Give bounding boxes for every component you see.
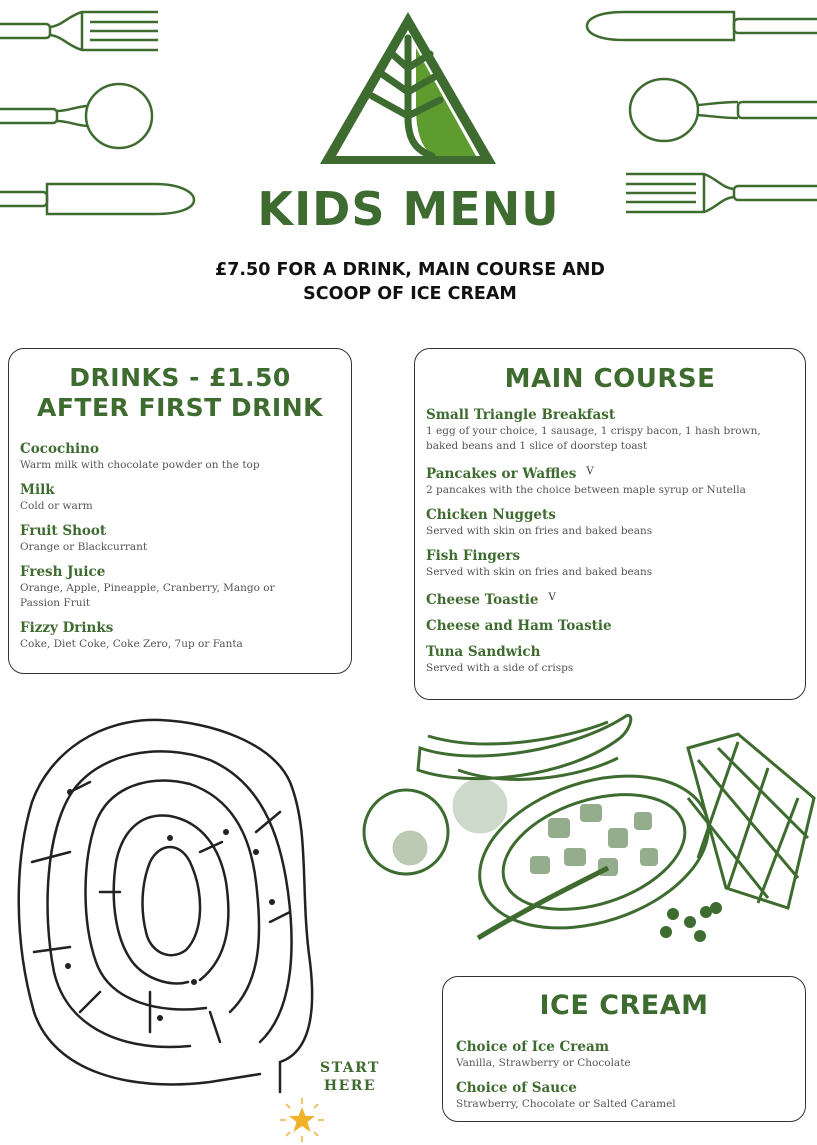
- drink-name: Cocochino: [20, 441, 99, 457]
- main-course-title: MAIN COURSE: [504, 364, 716, 394]
- main-item: [426, 548, 794, 580]
- drink-desc: Orange, Apple, Pineapple, Cranberry, Mango or Passion Fruit: [20, 582, 275, 609]
- ice-cream-section: [442, 976, 806, 1122]
- main-name: Pancakes or Waffles: [426, 466, 577, 482]
- main-desc: 2 pancakes with the choice between maple syrup or Nutella: [426, 484, 746, 496]
- ice-cream-desc: Strawberry, Chocolate or Salted Caramel: [456, 1098, 676, 1110]
- drink-item: [20, 620, 340, 652]
- spoon-icon-right: [626, 74, 817, 146]
- main-item: [426, 618, 794, 635]
- ice-cream-name: Choice of Ice Cream: [456, 1039, 610, 1055]
- main-name: Tuna Sandwich: [426, 644, 541, 660]
- here-text: HERE: [323, 1078, 377, 1094]
- maze-start-label: [312, 1059, 388, 1095]
- main-desc: Served with skin on fries and baked beans: [426, 525, 653, 537]
- main-item: [426, 644, 794, 676]
- drink-name: Fruit Shoot: [20, 523, 107, 539]
- main-name: Chicken Nuggets: [426, 507, 556, 523]
- spoon-icon-left: [0, 80, 160, 152]
- ice-cream-item: [456, 1039, 792, 1071]
- main-item: [426, 507, 794, 539]
- triangle-tree-logo: [316, 8, 500, 168]
- ice-cream-desc: Vanilla, Strawberry or Chocolate: [456, 1057, 631, 1069]
- drinks-section: [8, 348, 352, 674]
- main-name: Fish Fingers: [426, 548, 521, 564]
- vegetarian-badge: V: [586, 466, 594, 477]
- drink-desc: Cold or warm: [20, 500, 93, 512]
- drink-name: Fresh Juice: [20, 564, 106, 580]
- main-item: [426, 463, 794, 498]
- drink-item: [20, 441, 340, 473]
- drink-item: [20, 523, 340, 555]
- ice-cream-title: ICE CREAM: [539, 990, 709, 1021]
- drink-item: [20, 564, 340, 611]
- fork-icon-left: [0, 6, 160, 56]
- main-name: Cheese and Ham Toastie: [426, 618, 612, 634]
- drinks-title: DRINKS - £1.50 AFTER FIRST DRINK: [36, 363, 323, 422]
- drink-item: [20, 482, 340, 514]
- drink-desc: Warm milk with chocolate powder on the top: [20, 459, 260, 471]
- main-desc: Served with skin on fries and baked beans: [426, 566, 653, 578]
- main-name: Small Triangle Breakfast: [426, 407, 616, 423]
- maze-illustration: [10, 712, 330, 1112]
- main-desc: 1 egg of your choice, 1 sausage, 1 crispy bacon, 1 hash brown, baked beans and 1 slice of doorstep toast: [426, 425, 761, 452]
- drink-desc: Orange or Blackcurrant: [20, 541, 148, 553]
- food-illustration: [358, 708, 817, 950]
- main-name: Cheese Toastie: [426, 592, 539, 608]
- knife-icon-right: [584, 6, 817, 46]
- main-item: [426, 589, 794, 609]
- drink-desc: Coke, Diet Coke, Coke Zero, 7up or Fanta: [20, 638, 243, 650]
- drink-name: Fizzy Drinks: [20, 620, 114, 636]
- page-subtitle: £7.50 FOR A DRINK, MAIN COURSE AND SCOOP OF ICE CREAM: [215, 260, 605, 304]
- vegetarian-badge: V: [548, 592, 556, 603]
- star-icon: [278, 1096, 326, 1144]
- main-desc: Served with a side of crisps: [426, 662, 574, 674]
- start-text: START: [320, 1060, 380, 1076]
- main-item: [426, 407, 794, 454]
- ice-cream-name: Choice of Sauce: [456, 1080, 577, 1096]
- ice-cream-item: [456, 1080, 792, 1112]
- page-title: KIDS MENU: [257, 182, 560, 236]
- drink-name: Milk: [20, 482, 55, 498]
- main-course-section: [414, 348, 806, 700]
